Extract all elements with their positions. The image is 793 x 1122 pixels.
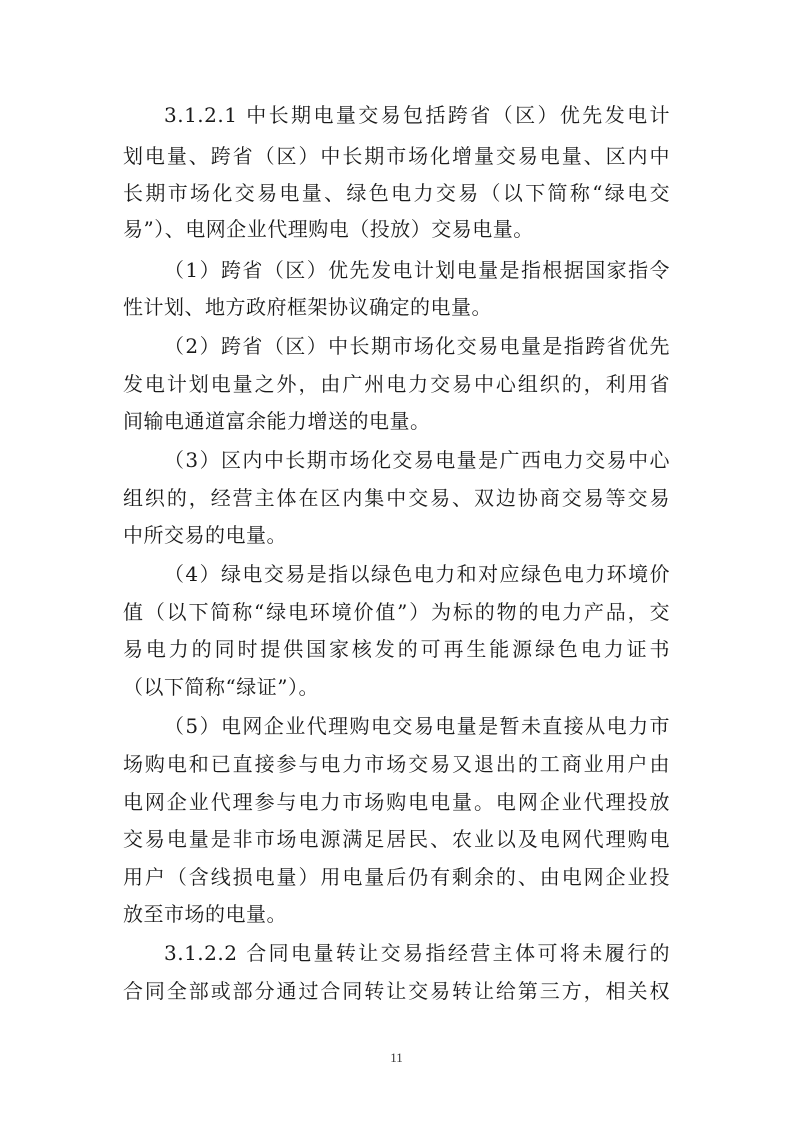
item-5-line-1: （5）电网企业代理购电交易电量是暂未直接从电力市	[164, 714, 670, 738]
item-5-line-4: 交易电量是非市场电源满足居民、农业以及电网代理购电	[123, 827, 670, 851]
item-4-line-3: 易电力的同时提供国家核发的可再生能源绿色电力证书	[123, 637, 670, 661]
paragraph-3-1-2-1-line-4: 易”）、电网企业代理购电（投放）交易电量。	[123, 217, 534, 241]
item-2-line-3: 间输电通道富余能力增送的电量。	[123, 409, 431, 433]
item-2-line-2: 发电计划电量之外，由广州电力交易中心组织的，利用省	[123, 372, 670, 396]
item-4-line-2: 值（以下简称“绿电环境价值”）为标的物的电力产品，交	[123, 600, 670, 624]
item-5-line-6: 放至市场的电量。	[123, 902, 287, 926]
item-5-line-3: 电网企业代理参与电力市场购电电量。电网企业代理投放	[123, 790, 670, 814]
item-1-line-1: （1）跨省（区）优先发电计划电量是指根据国家指令	[164, 258, 670, 282]
item-2-line-1: （2）跨省（区）中长期市场化交易电量是指跨省优先	[164, 334, 670, 358]
item-5-line-2: 场购电和已直接参与电力市场交易又退出的工商业用户由	[123, 752, 670, 776]
paragraph-3-1-2-2-line-2: 合同全部或部分通过合同转让交易转让给第三方，相关权	[123, 979, 670, 1003]
paragraph-3-1-2-1-line-2: 划电量、跨省（区）中长期市场化增量交易电量、区内中	[123, 144, 670, 168]
page-number: 11	[390, 1050, 403, 1065]
item-3-line-2: 组织的，经营主体在区内集中交易、双边协商交易等交易	[123, 486, 670, 510]
item-5-line-5: 用户（含线损电量）用电量后仍有剩余的、由电网企业投	[123, 865, 670, 889]
item-3-line-3: 中所交易的电量。	[123, 523, 287, 547]
item-1-line-2: 性计划、地方政府框架协议确定的电量。	[123, 295, 492, 319]
item-3-line-1: （3）区内中长期市场化交易电量是广西电力交易中心	[164, 448, 670, 472]
item-4-line-4: （以下简称“绿证”）。	[123, 675, 319, 699]
paragraph-3-1-2-2-line-1: 3.1.2.2 合同电量转让交易指经营主体可将未履行的	[164, 941, 670, 965]
paragraph-3-1-2-1-line-3: 长期市场化交易电量、绿色电力交易（以下简称“绿电交	[123, 181, 670, 205]
item-4-line-1: （4）绿电交易是指以绿色电力和对应绿色电力环境价	[164, 562, 670, 586]
paragraph-3-1-2-1-line-1: 3.1.2.1 中长期电量交易包括跨省（区）优先发电计	[164, 103, 670, 127]
